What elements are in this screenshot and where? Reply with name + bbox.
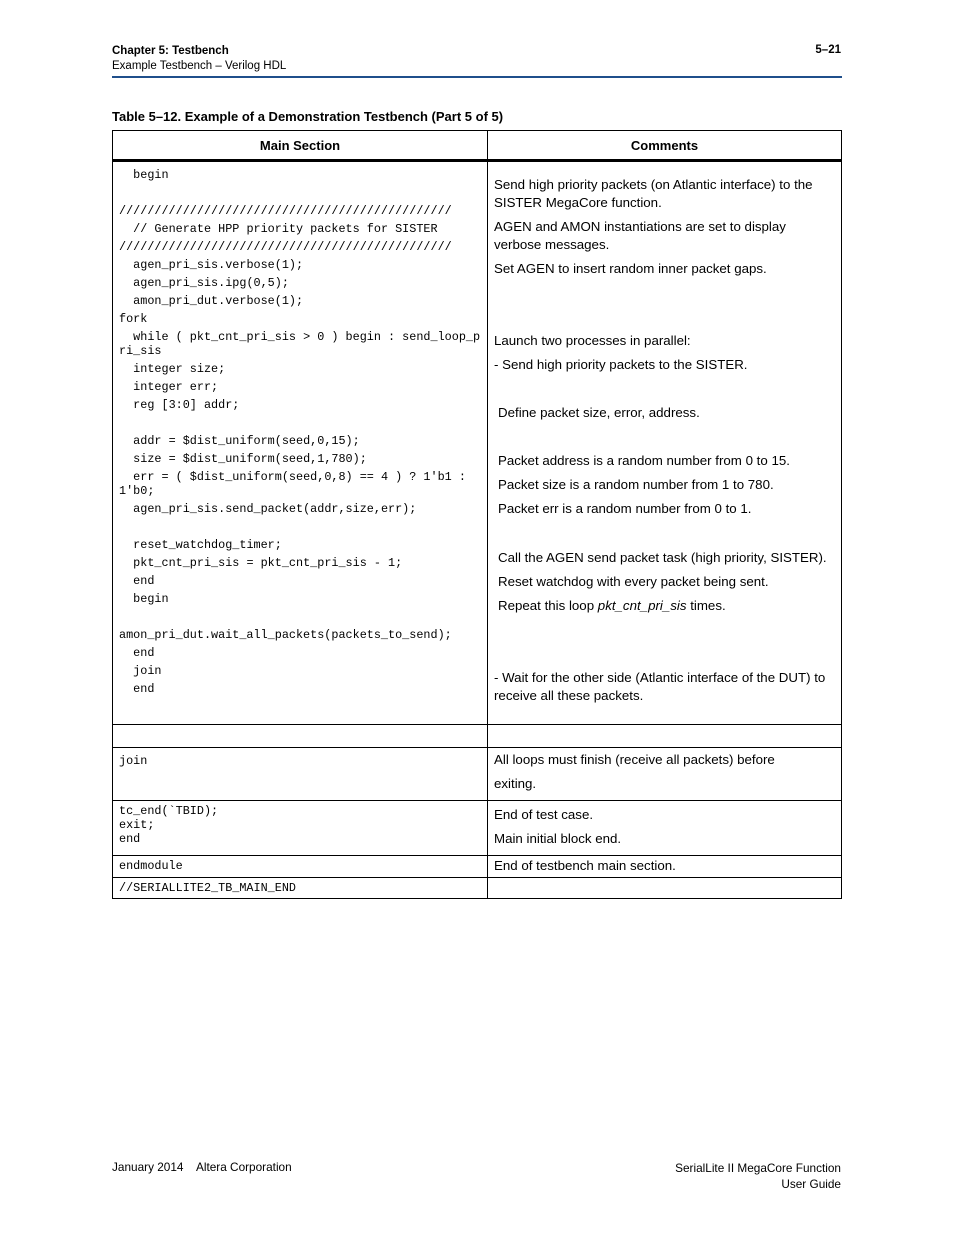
comment-line: - Wait for the other side (Atlantic interface of the DUT) to receive all these packets. xyxy=(494,670,826,703)
comment-block xyxy=(488,801,841,855)
table-row xyxy=(113,856,842,878)
code-line: end xyxy=(119,682,155,696)
code-line xyxy=(119,610,483,624)
comment-line: Call the AGEN send packet task (high priority, SISTER). xyxy=(498,550,827,565)
code-line: end xyxy=(119,646,155,660)
code-block: //SERIALLITE2_TB_MAIN_END xyxy=(119,881,296,895)
comment-line: Send high priority packets (on Atlantic interface) to the SISTER MegaCore function. xyxy=(494,177,813,210)
comment-text: Repeat this loop xyxy=(498,598,598,613)
code-cell xyxy=(113,801,488,856)
code-line: addr = $dist_uniform(seed,0,15); xyxy=(119,434,360,448)
code-block xyxy=(113,162,487,704)
code-line: begin xyxy=(119,592,169,606)
table-row xyxy=(113,161,842,725)
comment-cell xyxy=(488,856,842,878)
comment-line: All loops must finish (receive all packets) before xyxy=(494,752,775,767)
code-line: amon_pri_dut.verbose(1); xyxy=(119,294,304,308)
comment-block xyxy=(488,162,841,709)
code-line: begin xyxy=(119,168,169,182)
code-line: fork xyxy=(119,312,148,326)
code-cell xyxy=(113,161,488,725)
variable-name: pkt_cnt_pri_sis xyxy=(597,598,687,613)
comment-line: Launch two processes in parallel: xyxy=(494,333,691,348)
comment-block xyxy=(488,748,841,800)
comment-line: Main initial block end. xyxy=(494,831,622,846)
header-rule xyxy=(112,76,842,78)
code-line: pkt_cnt_pri_sis = pkt_cnt_pri_sis - 1; xyxy=(119,556,403,570)
table-header-row xyxy=(113,131,842,161)
comment-cell xyxy=(488,801,842,856)
code-line: size = $dist_uniform(seed,1,780); xyxy=(119,452,367,466)
footer-date-company: January 2014 Altera Corporation xyxy=(112,1160,292,1174)
comment-line: AGEN and AMON instantiations are set to display verbose messages. xyxy=(494,219,786,252)
code-line xyxy=(119,416,483,430)
code-block: join xyxy=(119,754,148,768)
code-line: amon_pri_dut.wait_all_packets(packets_to_send); xyxy=(119,628,452,642)
code-line: integer size; xyxy=(119,362,226,376)
code-line: err = ( $dist_uniform(seed,0,8) == 4 ) ? 1'b1 : 1'b0; xyxy=(119,470,473,498)
testbench-table xyxy=(112,130,842,899)
empty-cell xyxy=(113,725,488,748)
code-line: while ( pkt_cnt_pri_sis > 0 ) begin : send_loop_pri_sis xyxy=(119,330,481,358)
comment-line: - Send high priority packets to the SISTER. xyxy=(494,357,748,372)
comment-line: Set AGEN to insert random inner packet gaps. xyxy=(494,261,767,276)
code-line: integer err; xyxy=(119,380,219,394)
comment-cell xyxy=(488,748,842,801)
code-line: // Generate HPP priority packets for SISTER xyxy=(119,222,438,236)
table-row xyxy=(113,801,842,856)
code-line: reset_watchdog_timer; xyxy=(119,538,282,552)
running-header xyxy=(112,44,286,74)
column-header-comments: Comments xyxy=(488,131,842,161)
code-line: end xyxy=(119,574,155,588)
code-line xyxy=(119,520,483,534)
comment-line xyxy=(494,597,835,615)
table-row-empty xyxy=(113,725,842,748)
section-title: Example Testbench – Verilog HDL xyxy=(112,60,287,72)
doc-type: User Guide xyxy=(781,1177,841,1191)
code-cell xyxy=(113,856,488,878)
comment-cell xyxy=(488,161,842,725)
comment-cell xyxy=(488,878,842,899)
code-cell xyxy=(113,748,488,801)
code-line xyxy=(119,186,483,200)
comment-line: End of testbench main section. xyxy=(494,858,676,873)
code-line: /////////////////////////////////////////////// xyxy=(119,204,452,218)
code-block: tc_end(`TBID); exit; end xyxy=(119,804,219,846)
column-header-main-section: Main Section xyxy=(113,131,488,161)
code-cell xyxy=(113,878,488,899)
code-line: agen_pri_sis.ipg(0,5); xyxy=(119,276,289,290)
footer-product xyxy=(675,1160,841,1192)
empty-cell xyxy=(488,725,842,748)
chapter-title: Chapter 5: Testbench xyxy=(112,45,229,57)
code-line: join xyxy=(119,664,162,678)
comment-line: Reset watchdog with every packet being sent. xyxy=(498,574,769,589)
comment-line: Packet address is a random number from 0 to 15. xyxy=(498,453,790,468)
comment-line: Define packet size, error, address. xyxy=(498,405,700,420)
code-block: endmodule xyxy=(119,859,183,873)
code-line: agen_pri_sis.verbose(1); xyxy=(119,258,304,272)
code-line: /////////////////////////////////////////////// xyxy=(119,240,452,254)
product-name: SerialLite II MegaCore Function xyxy=(675,1161,841,1175)
code-line: reg [3:0] addr; xyxy=(119,398,240,412)
table-caption: Table 5–12. Example of a Demonstration Testbench (Part 5 of 5) xyxy=(112,109,504,124)
comment-line: Packet size is a random number from 1 to 780. xyxy=(498,477,774,492)
code-line: agen_pri_sis.send_packet(addr,size,err); xyxy=(119,502,417,516)
comment-line: exiting. xyxy=(494,776,537,791)
page-number: 5–21 xyxy=(815,44,841,56)
comment-text: times. xyxy=(686,598,726,613)
comment-line xyxy=(488,878,841,888)
table-row xyxy=(113,748,842,801)
comment-line: Packet err is a random number from 0 to 1. xyxy=(498,501,752,516)
comment-line: End of test case. xyxy=(494,807,594,822)
table-row xyxy=(113,878,842,899)
